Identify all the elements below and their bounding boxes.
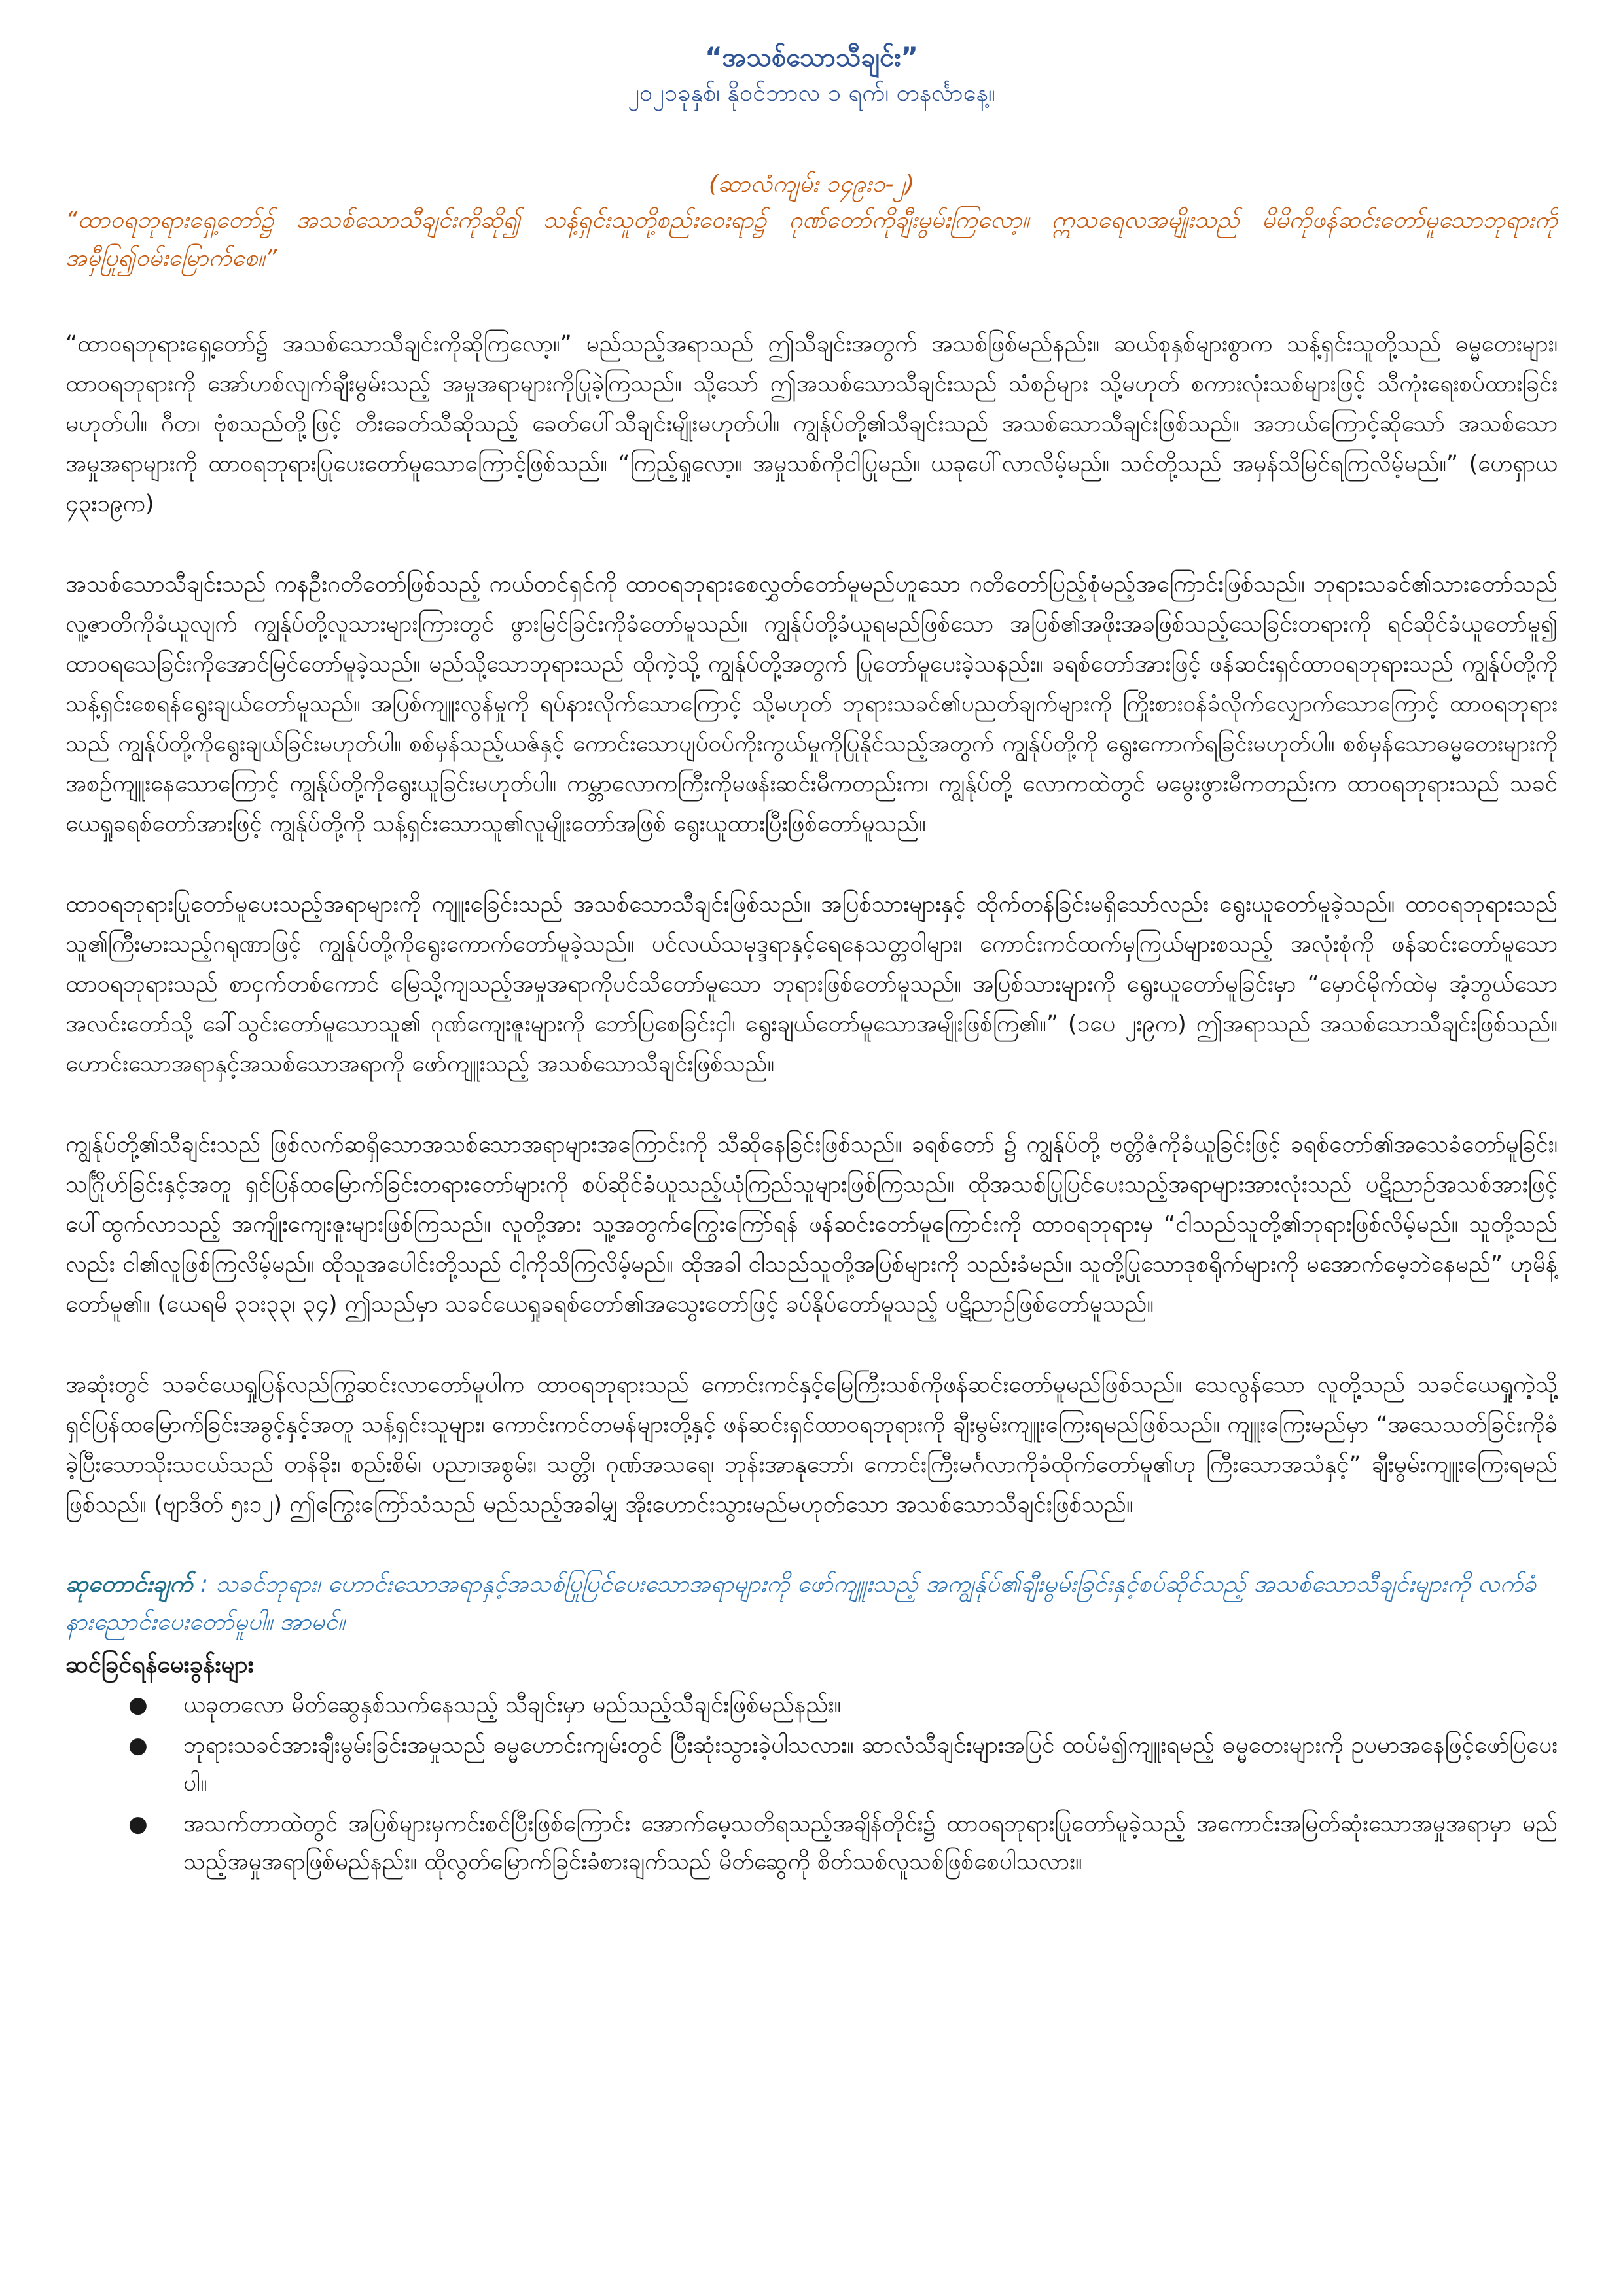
list-item [124,1727,1558,1803]
prayer-text: သခင်ဘုရား၊ ဟောင်းသောအရာနှင့်အသစ်ပြုပြင်ပေးသောအရာများကို ဖော်ကျူးသည့် အကျွန်ုပ်၏ချီးမွမ်းခြင်းနှင့်စပ်ဆိုင်သည့် အသစ်သောသီချင်းများကို လက်ခံနားညောင်းပေးတော်မူပါ။ အာမင်။ [65,1571,1537,1636]
prayer-label: ဆုတောင်းချက် [65,1571,193,1598]
prayer-separator: : [192,1571,216,1598]
question-text: အသက်တာထဲတွင် အပြစ်များမှကင်းစင်ပြီးဖြစ်ကြောင်း အောက်မေ့သတိရသည့်အချိန်တိုင်း၌ ထာဝရဘုရားပြုတော်မူခဲ့သည့် အကောင်းအမြတ်ဆုံးသောအမှုအရာမှာ မည်သည့်အမှုအရာဖြစ်မည်နည်း။ ထိုလွတ်မြောက်ခြင်းခံစားချက်သည် မိတ်ဆွေကို စိတ်သစ်လူသစ်ဖြစ်စေပါသလား။ [183,1811,1558,1875]
list-item [124,1686,1558,1724]
page-title: “အသစ်သောသီချင်း” [705,43,918,73]
body-paragraph-1: “ထာဝရဘုရားရှေ့တော်၌ အသစ်သောသီချင်းကိုဆိုကြလော့။” မည်သည့်အရာသည် ဤသီချင်းအတွက် အသစ်ဖြစ်မည်နည်း။ ဆယ်စုနှစ်များစွာက သန့်ရှင်းသူတို့သည် ဓမ္မတေးများ၊ ထာဝရဘုရားကို အော်ဟစ်လျက်ချီးမွမ်းသည့် အမှုအရာများကိုပြုခဲ့ကြသည်။ သို့သော် ဤအသစ်သောသီချင်းသည် သံစဉ်များ သို့မဟုတ် စကားလုံးသစ်များဖြင့် သီကုံးရေးစပ်ထားခြင်းမဟုတ်ပါ။ ဂီတ၊ ဗုံစသည်တို့ဖြင့် တီးခေတ်သီဆိုသည့် ခေတ်ပေါ်သီချင်းမျိုးမဟုတ်ပါ။ ကျွန်ုပ်တို့၏သီချင်းသည် အသစ်သောသီချင်းဖြစ်သည်။ အဘယ်ကြောင့်ဆိုသော် အသစ်သောအမှုအရာများကို ထာဝရဘုရားပြုပေးတော်မူသောကြောင့်ဖြစ်သည်။ “ကြည့်ရှုလော့။ အမှုသစ်ကိုငါပြုမည်။ ယခုပေါ်လာလိမ့်မည်။ သင်တို့သည် အမှန်သိမြင်ရကြလိမ့်မည်။” (ဟေရှာယ ၄၃း၁၉က) [65,331,1558,517]
verse-reference: (ဆာလံကျမ်း ၁၄၉း၁-၂) [708,171,915,198]
questions-heading: ဆင်ခြင်ရန်မေးခွန်းများ [65,1651,254,1678]
body-paragraph-2: အသစ်သောသီချင်းသည် ကနဦးဂတိတော်ဖြစ်သည့် ကယ်တင်ရှင်ကို ထာဝရဘုရားစေလွှတ်တော်မူမည်ဟူသော ဂတိတော်ပြည့်စုံမည့်အကြောင်းဖြစ်သည်။ ဘုရားသခင်၏သားတော်သည် လူ့ဇာတိကိုခံယူလျက် ကျွန်ုပ်တို့လူသားများကြားတွင် ဖွားမြင်ခြင်းကိုခံတော်မူသည်။ ကျွန်ုပ်တို့ခံယူရမည်ဖြစ်သော အပြစ်၏အဖိုးအခဖြစ်သည့်သေခြင်းတရားကို ရင်ဆိုင်ခံယူတော်မူ၍ ထာဝရသေခြင်းကိုအောင်မြင်တော်မူခဲ့သည်။ မည်သို့သောဘုရားသည် ထိုကဲ့သို့ ကျွန်ုပ်တို့အတွက် ပြုတော်မူပေးခဲ့သနည်း။ ခရစ်တော်အားဖြင့် ဖန်ဆင်းရှင်ထာဝရဘုရားသည် ကျွန်ုပ်တို့ကို သန့်ရှင်းစေရန်ရွေးချယ်တော်မူသည်။ အပြစ်ကျူးလွန်မှုကို ရပ်နားလိုက်သောကြောင့် သို့မဟုတ် ဘုရားသခင်၏ပညတ်ချက်များကို ကြိုးစားဝန်ခံလိုက်လျှောက်သောကြောင့် ထာဝရဘုရားသည် ကျွန်ုပ်တို့ကိုရွေးချယ်ခြင်းမဟုတ်ပါ။ စစ်မှန်သည့်ယဇ်နှင့် ကောင်းသောပျပ်ဝပ်ကိုးကွယ်မှုကိုပြုနိုင်သည့်အတွက် ကျွန်ုပ်တို့ကို ရွေးကောက်ရခြင်းမဟုတ်ပါ။ စစ်မှန်သောဓမ္မတေးများကို အစဉ်ကျူးနေသောကြောင့် ကျွန်ုပ်တို့ကိုရွေးယူခြင်းမဟုတ်ပါ။ ကမ္ဘာလောကကြီးကိုမဖန်းဆင်းမီကတည်းက၊ ကျွန်ုပ်တို့ လောကထဲတွင် မမွေးဖွားမီကတည်းက ထာဝရဘုရားသည် သခင်ယေရှုခရစ်တော်အားဖြင့် ကျွန်ုပ်တို့ကို သန့်ရှင်းသောသူ၏လူမျိုးတော်အဖြစ် ရွေးယူထားပြီးဖြစ်တော်မူသည်။ [65,571,1558,837]
devotional-page [65,39,1558,2278]
verse-text: “ထာဝရဘုရားရှေ့တော်၌ အသစ်သောသီချင်းကိုဆို၍ သန့်ရှင်းသူတို့စည်းဝေးရာ၌ ဂုဏ်တော်ကိုချီးမွမ်းကြလော့။ ဣသရေလအမျိုးသည် မိမိကိုဖန်ဆင်းတော်မူသောဘုရားကို အမှီပြု၍ဝမ်းမြောက်စေ။” [65,207,1558,272]
list-item [124,1805,1558,1881]
question-text: ဘုရားသခင်အားချီးမွမ်းခြင်းအမှုသည် ဓမ္မဟောင်းကျမ်းတွင် ပြီးဆုံးသွားခဲ့ပါသလား။ ဆာလံသီချင်းများအပြင် ထပ်မံ၍ကျူးရမည့် ဓမ္မတေးများကို ဥပမာအနေဖြင့်ဖော်ပြပေးပါ။ [183,1732,1558,1797]
question-text: ယခုတလော မိတ်ဆွေနှစ်သက်နေသည့် သီချင်းမှာ မည်သည့်သီချင်းဖြစ်မည်နည်း။ [183,1692,841,1718]
bullet-icon: ● [128,1692,148,1718]
bullet-icon: ● [128,1811,148,1837]
prayer-block [65,1566,1558,1641]
body-paragraph-3: ထာဝရဘုရားပြုတော်မူပေးသည့်အရာများကို ကျူးခြေင်းသည် အသစ်သောသီချင်းဖြစ်သည်။ အပြစ်သားများနှင့် ထိုက်တန်ခြင်းမရှိသော်လည်း ရွေးယူတော်မူခဲ့သည်။ ထာဝရဘုရားသည် သူ၏ကြီးမားသည့်ဂရုဏာဖြင့် ကျွန်ုပ်တို့ကိုရွေးကောက်တော်မူခဲ့သည်။ ပင်လယ်သမုဒ္ဒရာနှင့်ရေနေသတ္တဝါများ၊ ကောင်းကင်ထက်မှကြယ်များစသည့် အလုံးစုံကို ဖန်ဆင်းတော်မူသောထာဝရဘုရားသည် စာငှက်တစ်ကောင် မြေသို့ကျသည့်အမှုအရာကိုပင်သိတော်မူသော ဘုရားဖြစ်တော်မူသည်။ အပြစ်သားများကို ရွေးယူတော်မူခြင်းမှာ “မှောင်မိုက်ထဲမှ အံ့ဘွယ်သောအလင်းတော်သို့ ခေါ်သွင်းတော်မူသောသူ၏ ဂုဏ်ကျေးဇူးများကို ဘော်ပြစေခြင်းငှါ၊ ရွေးချယ်တော်မူသောအမျိုးဖြစ်ကြ၏။” (၁ပေ ၂း၉က) ဤအရာသည် အသစ်သောသီချင်းဖြစ်သည်။ ဟောင်းသောအရာနှင့်အသစ်သောအရာကို ဖော်ကျူးသည့် အသစ်သောသီချင်းဖြစ်သည်။ [65,891,1558,1077]
page-date: ၂၀၂၁ခုနှစ်၊ နိုဝင်ဘာလ ၁ ရက်၊ တနင်္လာနေ့။ [628,80,995,107]
body-paragraph-5: အဆုံးတွင် သခင်ယေရှုပြန်လည်ကြွဆင်းလာတော်မူပါက ထာဝရဘုရားသည် ကောင်းကင်နှင့်မြေကြီးသစ်ကိုဖန်ဆင်းတော်မူမည်ဖြစ်သည်။ သေလွန်သော လူတို့သည် သခင်ယေရှုကဲ့သို့ ရှင်ပြန်ထမြောက်ခြင်းအခွင့်နှင့်အတူ သန့်ရှင်းသူများ၊ ကောင်းကင်တမန်များတို့နှင့် ဖန်ဆင်းရှင်ထာဝရဘုရားကို ချီးမွမ်းကျူးကြေးရမည်ဖြစ်သည်။ ကျူးကြေးမည်မှာ “အသေသတ်ခြင်းကိုခံခဲ့ပြီးသောသိုးသငယ်သည် တန်ခိုး၊ စည်းစိမ်၊ ပညာ၊အစွမ်း၊ သတ္တိ၊ ဂုဏ်အသရေ၊ ဘုန်းအာနုဘော်၊ ကောင်းကြီးမင်္ဂလာကိုခံထိုက်တော်မူ၏ဟု ကြီးသောအသံနှင့်” ချီးမွမ်းကျူးကြေးရမည်ဖြစ်သည်။ (ဗျာဒိတ် ၅း၁၂) ဤကြွေးကြော်သံသည် မည်သည့်အခါမျှ အိုးဟောင်းသွားမည်မဟုတ်သော အသစ်သောသီချင်းဖြစ်သည်။ [65,1372,1558,1518]
bullet-icon: ● [128,1732,148,1759]
body-paragraph-4: ကျွန်ုပ်တို့၏သီချင်းသည် ဖြစ်လက်ဆရှိသောအသစ်သောအရာများအကြောင်းကို သီဆိုနေခြင်းဖြစ်သည်။ ခရစ်တော် ၌ ကျွန်ုပ်တို့ ဗတ္တိဇံကိုခံယူခြင်းဖြင့် ခရစ်တော်၏အသေခံတော်မူခြင်း၊ သင်္ဂြိုဟ်ခြင်းနှင့်အတူ ရှင်ပြန်ထမြောက်ခြင်းတရားတော်များကို စပ်ဆိုင်ခံယူသည့်ယုံကြည်သူများဖြစ်ကြသည်။ ထိုအသစ်ပြုပြင်ပေးသည့်အရာများအားလုံးသည် ပဋိညာဉ်အသစ်အားဖြင့်ပေါ်ထွက်လာသည့် အကျိုးကျေးဇူးများဖြစ်ကြသည်။ လူတို့အား သူ့အတွက်ကြွေးကြော်ရန် ဖန်ဆင်းတော်မူကြောင်းကို ထာဝရဘုရားမှ “ငါသည်သူတို့၏ဘုရားဖြစ်လိမ့်မည်။ သူတို့သည်လည်း ငါ၏လူဖြစ်ကြလိမ့်မည်။ ထိုသူအပေါင်းတို့သည် ငါ့ကိုသိကြလိမ့်မည်။ ထိုအခါ ငါသည်သူတို့အပြစ်များကို သည်းခံမည်။ သူတို့ပြုသောဒုစရိုက်များကို မအောက်မေ့ဘဲနေမည်” ဟုမိန့်တော်မူ၏။ (ယေရမိ ၃၁း၃၃၊ ၃၄) ဤသည်မှာ သခင်ယေရှုခရစ်တော်၏အသွေးတော်ဖြင့် ခပ်နိုပ်တော်မူသည့် ပဋိညာဉ်ဖြစ်တော်မူသည်။ [65,1132,1558,1318]
questions-list [65,1686,1558,1881]
